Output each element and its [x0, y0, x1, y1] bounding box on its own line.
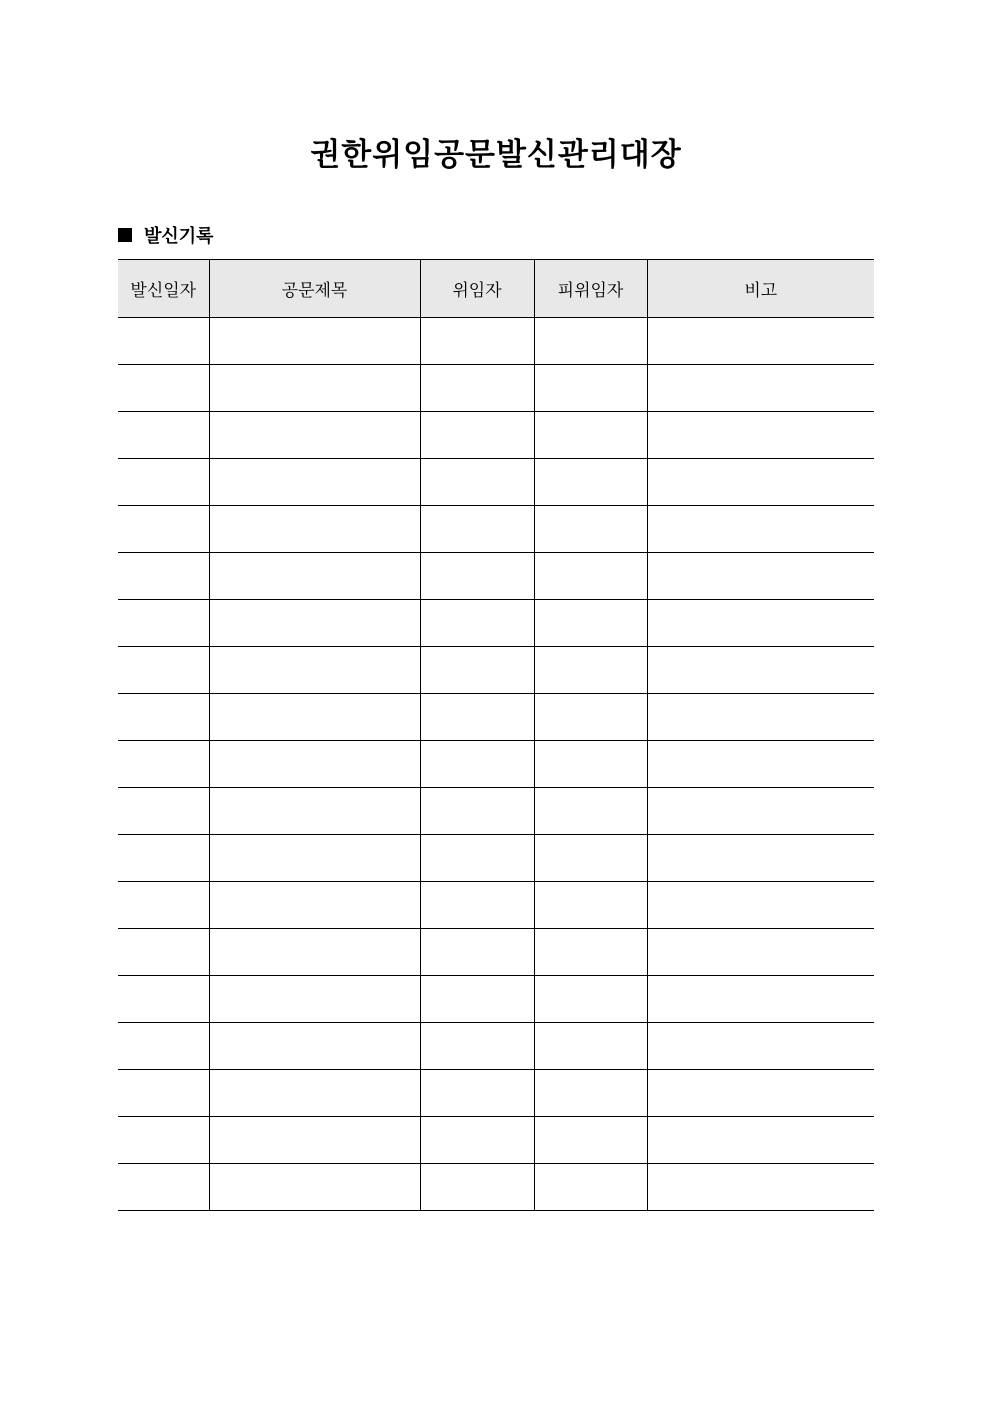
- cell-document-title[interactable]: [209, 1164, 420, 1211]
- cell-remarks[interactable]: [647, 506, 874, 553]
- cell-remarks[interactable]: [647, 835, 874, 882]
- cell-document-title[interactable]: [209, 600, 420, 647]
- cell-delegatee[interactable]: [534, 647, 647, 694]
- cell-delegatee[interactable]: [534, 976, 647, 1023]
- table-row: [118, 600, 874, 647]
- table-row: [118, 788, 874, 835]
- cell-dispatch-date[interactable]: [118, 1070, 209, 1117]
- cell-dispatch-date[interactable]: [118, 412, 209, 459]
- cell-document-title[interactable]: [209, 694, 420, 741]
- cell-remarks[interactable]: [647, 459, 874, 506]
- table-row: [118, 1117, 874, 1164]
- cell-dispatch-date[interactable]: [118, 882, 209, 929]
- cell-delegator[interactable]: [420, 835, 534, 882]
- cell-delegatee[interactable]: [534, 318, 647, 365]
- cell-delegatee[interactable]: [534, 365, 647, 412]
- cell-document-title[interactable]: [209, 976, 420, 1023]
- table-header-row: [118, 260, 874, 318]
- cell-document-title[interactable]: [209, 365, 420, 412]
- cell-dispatch-date[interactable]: [118, 835, 209, 882]
- cell-delegatee[interactable]: [534, 929, 647, 976]
- cell-delegatee[interactable]: [534, 1117, 647, 1164]
- cell-dispatch-date[interactable]: [118, 1023, 209, 1070]
- column-header-dispatch-date: 발신일자: [118, 260, 209, 318]
- table-row: [118, 1164, 874, 1211]
- cell-dispatch-date[interactable]: [118, 1164, 209, 1211]
- cell-delegator[interactable]: [420, 506, 534, 553]
- cell-dispatch-date[interactable]: [118, 365, 209, 412]
- cell-document-title[interactable]: [209, 647, 420, 694]
- cell-dispatch-date[interactable]: [118, 647, 209, 694]
- cell-dispatch-date[interactable]: [118, 506, 209, 553]
- cell-remarks[interactable]: [647, 1023, 874, 1070]
- cell-document-title[interactable]: [209, 788, 420, 835]
- section-heading: [118, 220, 214, 250]
- cell-delegatee[interactable]: [534, 600, 647, 647]
- table-row: [118, 835, 874, 882]
- cell-remarks[interactable]: [647, 788, 874, 835]
- cell-document-title[interactable]: [209, 459, 420, 506]
- cell-document-title[interactable]: [209, 506, 420, 553]
- square-bullet-icon: [118, 228, 132, 242]
- cell-dispatch-date[interactable]: [118, 318, 209, 365]
- table-row: [118, 1023, 874, 1070]
- cell-remarks[interactable]: [647, 412, 874, 459]
- cell-delegator[interactable]: [420, 459, 534, 506]
- cell-delegator[interactable]: [420, 318, 534, 365]
- cell-remarks[interactable]: [647, 600, 874, 647]
- cell-remarks[interactable]: [647, 318, 874, 365]
- cell-dispatch-date[interactable]: [118, 741, 209, 788]
- cell-delegator[interactable]: [420, 788, 534, 835]
- column-header-document-title: 공문제목: [209, 260, 420, 318]
- table-row: [118, 976, 874, 1023]
- cell-document-title[interactable]: [209, 318, 420, 365]
- table-row: [118, 459, 874, 506]
- cell-delegator[interactable]: [420, 1070, 534, 1117]
- table-row: [118, 647, 874, 694]
- cell-dispatch-date[interactable]: [118, 553, 209, 600]
- cell-delegator[interactable]: [420, 882, 534, 929]
- cell-document-title[interactable]: [209, 1117, 420, 1164]
- column-header-remarks: 비고: [647, 260, 874, 318]
- cell-remarks[interactable]: [647, 647, 874, 694]
- cell-delegator[interactable]: [420, 976, 534, 1023]
- cell-delegator[interactable]: [420, 741, 534, 788]
- table-row: [118, 741, 874, 788]
- cell-delegator[interactable]: [420, 553, 534, 600]
- table-row: [118, 506, 874, 553]
- cell-document-title[interactable]: [209, 412, 420, 459]
- cell-delegator[interactable]: [420, 929, 534, 976]
- cell-remarks[interactable]: [647, 694, 874, 741]
- cell-delegatee[interactable]: [534, 1070, 647, 1117]
- table-row: [118, 412, 874, 459]
- table-row: [118, 365, 874, 412]
- cell-delegatee[interactable]: [534, 694, 647, 741]
- cell-delegatee[interactable]: [534, 506, 647, 553]
- cell-document-title[interactable]: [209, 1023, 420, 1070]
- cell-delegatee[interactable]: [534, 835, 647, 882]
- cell-delegatee[interactable]: [534, 412, 647, 459]
- cell-delegator[interactable]: [420, 1164, 534, 1211]
- cell-remarks[interactable]: [647, 1117, 874, 1164]
- cell-delegatee[interactable]: [534, 741, 647, 788]
- cell-document-title[interactable]: [209, 553, 420, 600]
- cell-remarks[interactable]: [647, 882, 874, 929]
- column-header-delegatee: 피위임자: [534, 260, 647, 318]
- dispatch-record-table: [118, 259, 874, 1211]
- table-row: [118, 929, 874, 976]
- cell-remarks[interactable]: [647, 553, 874, 600]
- cell-remarks[interactable]: [647, 365, 874, 412]
- table-row: [118, 1070, 874, 1117]
- table-row: [118, 882, 874, 929]
- section-heading-label: 발신기록: [144, 226, 214, 247]
- cell-delegatee[interactable]: [534, 459, 647, 506]
- cell-document-title[interactable]: [209, 929, 420, 976]
- table-row: [118, 318, 874, 365]
- cell-dispatch-date[interactable]: [118, 600, 209, 647]
- cell-dispatch-date[interactable]: [118, 788, 209, 835]
- cell-delegatee[interactable]: [534, 788, 647, 835]
- table-body: [118, 318, 874, 1211]
- cell-delegatee[interactable]: [534, 1164, 647, 1211]
- column-header-delegator: 위임자: [420, 260, 534, 318]
- cell-delegatee[interactable]: [534, 882, 647, 929]
- cell-dispatch-date[interactable]: [118, 459, 209, 506]
- cell-delegator[interactable]: [420, 600, 534, 647]
- cell-remarks[interactable]: [647, 741, 874, 788]
- cell-document-title[interactable]: [209, 1070, 420, 1117]
- cell-dispatch-date[interactable]: [118, 1117, 209, 1164]
- cell-dispatch-date[interactable]: [118, 929, 209, 976]
- cell-dispatch-date[interactable]: [118, 694, 209, 741]
- cell-remarks[interactable]: [647, 1070, 874, 1117]
- cell-delegator[interactable]: [420, 647, 534, 694]
- cell-delegator[interactable]: [420, 365, 534, 412]
- cell-remarks[interactable]: [647, 1164, 874, 1211]
- cell-delegator[interactable]: [420, 694, 534, 741]
- cell-delegator[interactable]: [420, 1023, 534, 1070]
- cell-delegator[interactable]: [420, 1117, 534, 1164]
- cell-document-title[interactable]: [209, 741, 420, 788]
- cell-delegator[interactable]: [420, 412, 534, 459]
- table-row: [118, 553, 874, 600]
- cell-remarks[interactable]: [647, 929, 874, 976]
- cell-remarks[interactable]: [647, 976, 874, 1023]
- document-title: 권한위임공문발신관리대장: [310, 137, 682, 173]
- cell-delegatee[interactable]: [534, 1023, 647, 1070]
- cell-delegatee[interactable]: [534, 553, 647, 600]
- cell-document-title[interactable]: [209, 882, 420, 929]
- cell-document-title[interactable]: [209, 835, 420, 882]
- cell-dispatch-date[interactable]: [118, 976, 209, 1023]
- table-row: [118, 694, 874, 741]
